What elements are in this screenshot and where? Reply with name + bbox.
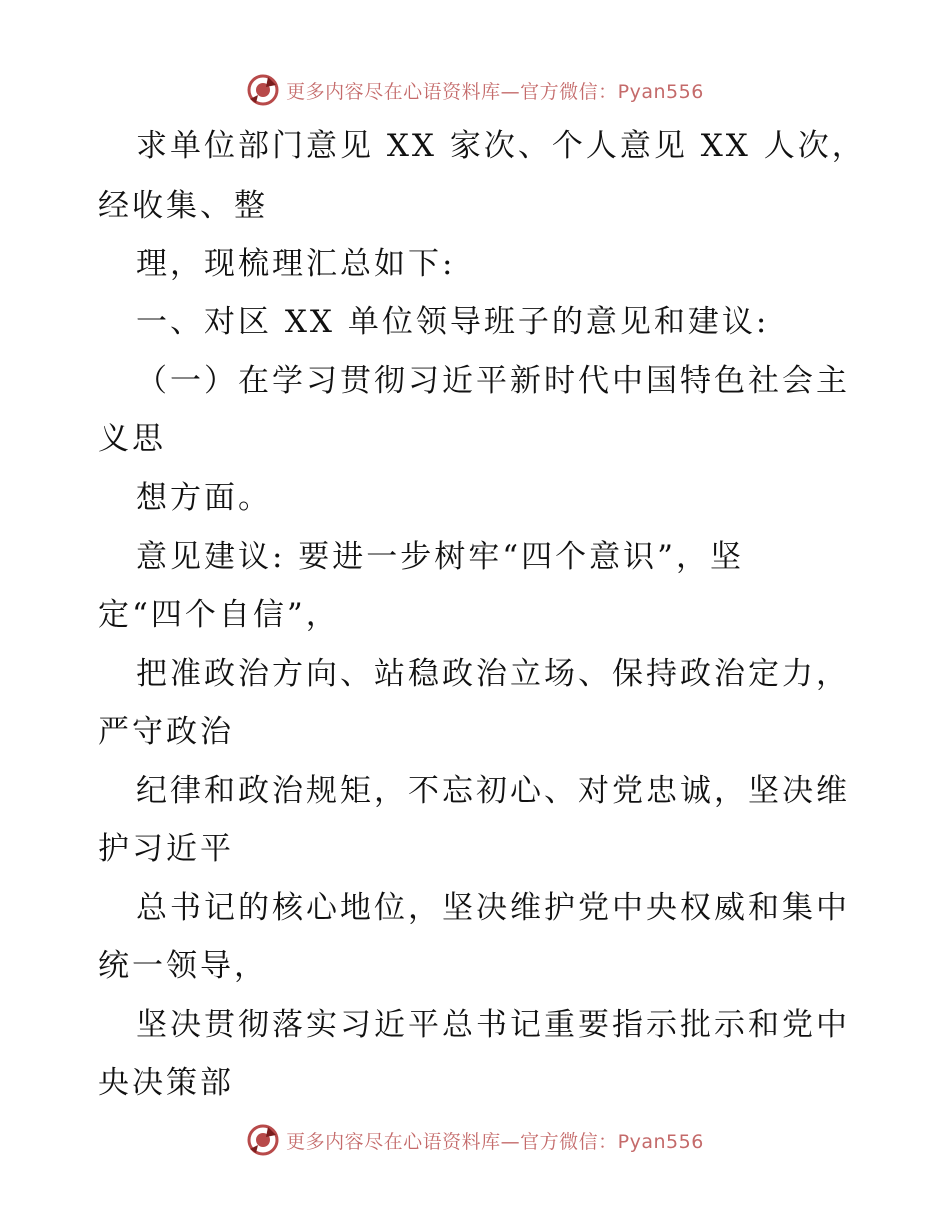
paragraph-line: 坚决贯彻落实习近平总书记重要指示批示和党中	[136, 1007, 850, 1043]
paragraph-line: 统一领导，	[98, 948, 268, 984]
section-heading: 一、对区 XX 单位领导班子的意见和建议:	[136, 304, 770, 340]
paragraph-line: 把准政治方向、站稳政治立场、保持政治定力，	[136, 656, 850, 692]
paragraph-line: 定“四个自信”，	[98, 597, 340, 633]
paragraph-line: 义思	[98, 421, 166, 457]
paragraph-line: 护习近平	[98, 831, 234, 867]
paragraph-line: 经收集、整	[98, 188, 268, 224]
brand-logo-icon	[246, 73, 280, 107]
paragraph-line: 理，现梳理汇总如下:	[136, 246, 456, 282]
paragraph-line: 求单位部门意见 XX 家次、个人意见 XX 人次，	[136, 128, 866, 164]
paragraph-line: 央决策部	[98, 1065, 234, 1101]
paragraph-line: 严守政治	[98, 714, 234, 750]
header-banner-text: 更多内容尽在心语资料库—官方微信：Pyan556	[286, 80, 704, 103]
paragraph-line: 纪律和政治规矩，不忘初心、对党忠诚，坚决维	[136, 773, 850, 809]
footer-watermark-banner	[0, 1120, 950, 1160]
paragraph-line: 意见建议: 要进一步树牢“四个意识”，坚	[136, 539, 744, 575]
subsection-heading: （一）在学习贯彻习近平新时代中国特色社会主	[136, 363, 850, 399]
header-watermark-banner	[0, 70, 950, 110]
footer-banner-text: 更多内容尽在心语资料库—官方微信：Pyan556	[286, 1130, 704, 1153]
paragraph-line: 总书记的核心地位，坚决维护党中央权威和集中	[136, 890, 850, 926]
brand-logo-icon	[246, 1123, 280, 1157]
paragraph-line: 想方面。	[136, 480, 272, 516]
